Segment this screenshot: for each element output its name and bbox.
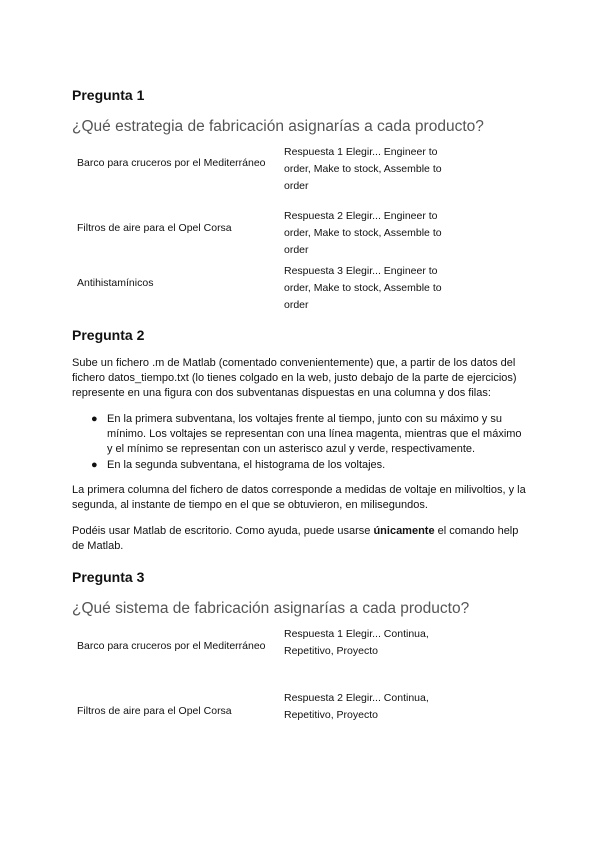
help-text-bold: únicamente: [373, 525, 435, 537]
q1-row-2-answer: Respuesta 2 Elegir... Engineer to order, Make to stock, Assemble to order: [284, 210, 442, 256]
bullet-text: En la primera subventana, los voltajes frente al tiempo, junto con su máximo y su mínimo. Los voltajes se representan con una línea magenta, mientras que el máximo y el mínimo se representan con un asterisco azul y verde, respectivamente.: [107, 413, 522, 456]
question-1-heading: Pregunta 1: [72, 87, 145, 103]
q3-row-1-answer: Respuesta 1 Elegir... Continua, Repetitivo, Proyecto: [284, 628, 429, 657]
q2-intro-paragraph: Sube un fichero .m de Matlab (comentado convenientemente) que, a partir de los datos del fichero datos_tiempo.txt (lo tienes colgado en la web, justo debajo de la parte de ejercicios) represente en una figura con dos subventanas dispuestas en una columna y dos filas:: [72, 357, 517, 400]
q1-row-1-answer: Respuesta 1 Elegir... Engineer to order, Make to stock, Assemble to order: [284, 146, 442, 192]
q1-row-1-product: Barco para cruceros por el Mediterráneo: [77, 157, 266, 169]
list-item: [72, 458, 528, 473]
q2-data-paragraph: La primera columna del fichero de datos corresponde a medidas de voltaje en milivoltios, y la segunda, al instante de tiempo en el que se obtuvieron, en milisegundos.: [72, 484, 526, 512]
question-2-heading: Pregunta 2: [72, 327, 145, 343]
q1-row-2-product: Filtros de aire para el Opel Corsa: [77, 222, 232, 234]
q1-row-3-answer: Respuesta 3 Elegir... Engineer to order, Make to stock, Assemble to order: [284, 265, 442, 311]
list-item: [72, 412, 528, 458]
q3-row-1-product: Barco para cruceros por el Mediterráneo: [77, 640, 266, 652]
question-1-subtitle: ¿Qué estrategia de fabricación asignarías a cada producto?: [72, 118, 484, 135]
q2-bullet-list: [72, 412, 528, 473]
q3-row-2-answer: Respuesta 2 Elegir... Continua, Repetitivo, Proyecto: [284, 692, 429, 721]
bullet-text: En la segunda subventana, el histograma de los voltajes.: [107, 458, 386, 471]
question-3-heading: Pregunta 3: [72, 569, 145, 585]
bullet-icon: ●: [91, 458, 98, 471]
bullet-icon: ●: [91, 413, 98, 425]
question-3-subtitle: ¿Qué sistema de fabricación asignarías a cada producto?: [72, 600, 470, 617]
q3-row-2-product: Filtros de aire para el Opel Corsa: [77, 705, 232, 717]
help-text-before: Podéis usar Matlab de escritorio. Como ayuda, puede usarse: [72, 525, 374, 537]
q1-row-3-product: Antihistamínicos: [77, 277, 154, 289]
help-text-after: el comando help de Matlab.: [72, 525, 519, 553]
q2-help-paragraph: [72, 524, 528, 554]
